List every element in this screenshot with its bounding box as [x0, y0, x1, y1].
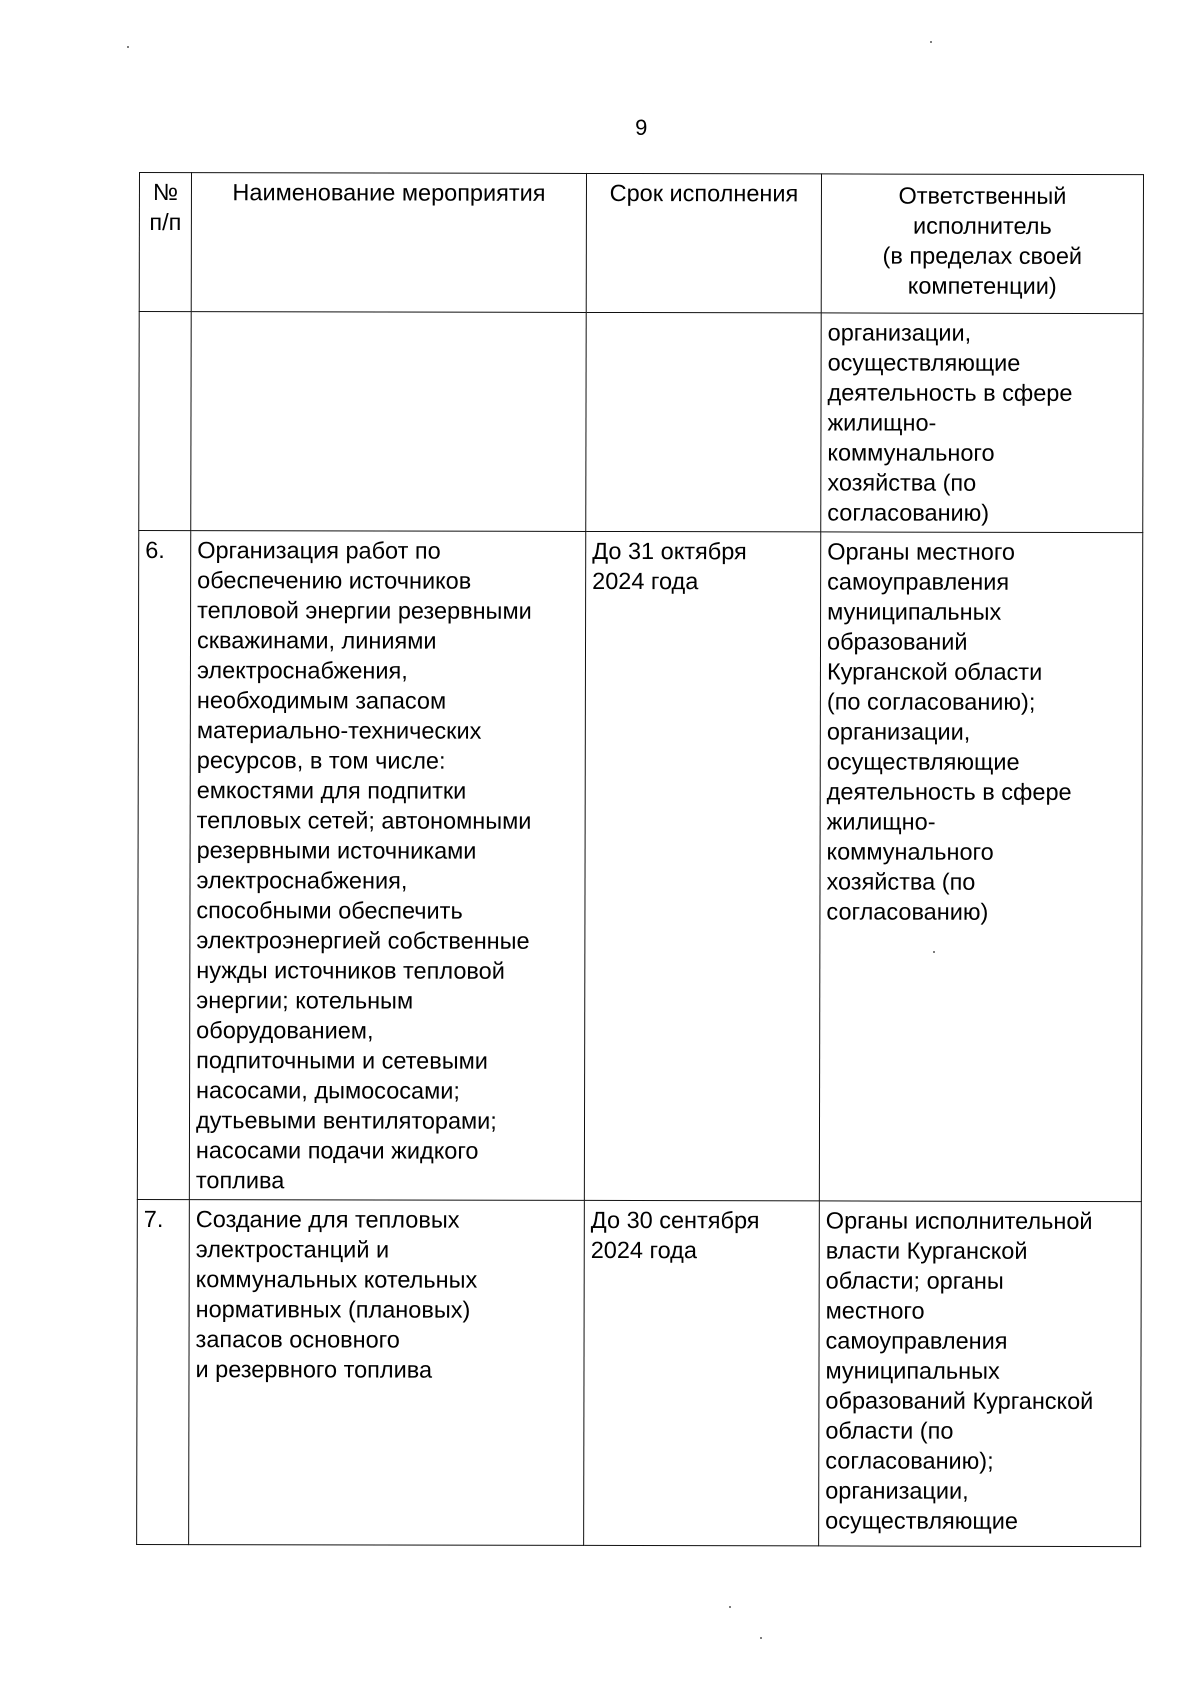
- row-name-cell: [191, 312, 586, 532]
- table-row: [139, 312, 1143, 533]
- row-num: [140, 312, 191, 320]
- row-deadline-cell: [584, 531, 820, 1200]
- row-num-cell: [137, 1199, 190, 1544]
- row-name: [192, 312, 586, 321]
- row-num: 6.: [145, 537, 165, 564]
- row-num-cell: [137, 531, 190, 1200]
- table-row: [137, 1199, 1142, 1546]
- row-responsible-cell: [821, 313, 1143, 533]
- row-responsible: организации, осуществляющие деятельность в сфере жилищно- коммунального хозяйства (по согласованию): [827, 319, 1073, 526]
- header-deadline-cell: [586, 173, 821, 312]
- row-name: Создание для тепловых электростанций и коммунальных котельных нормативных (плановых) запасов основного и резервного топлива: [195, 1206, 478, 1383]
- header-name: Наименование мероприятия: [232, 179, 546, 206]
- row-num-cell: [139, 312, 191, 531]
- header-num: № п/п: [149, 179, 182, 236]
- page-number: 9: [635, 115, 648, 140]
- scan-speck: [930, 41, 932, 43]
- row-name-cell: [189, 1200, 585, 1546]
- row-deadline: До 30 сентября 2024 года: [590, 1206, 760, 1264]
- measures-table: [136, 172, 1144, 1547]
- scan-speck: [760, 1637, 762, 1639]
- row-responsible: Органы исполнительной власти Курганской области; органы местного самоуправления муниципальных образований Курганской области (по согласованию); организации, осуществляющие: [825, 1207, 1094, 1534]
- table-row: [137, 531, 1142, 1202]
- row-responsible-cell: [819, 1201, 1142, 1547]
- row-name: Организация работ по обеспечению источников тепловой энергии резервными скважинами, линиями электроснабжения, необходимым запасом материально-технических ресурсов, в том числе: емкостями для подпитки тепловых сетей; автономными резервными источниками электроснабжения, способными обеспечить электроэнергией собственные нужды источников тепловой энергии; котельным оборудованием, подпиточными и сетевыми насосами, дымососами; дутьевыми вентиляторами; насосами подачи жидкого топлива: [195, 537, 532, 1194]
- header-deadline: Срок исполнения: [609, 179, 799, 207]
- table-header-row: [139, 173, 1143, 314]
- row-deadline-cell: [586, 312, 821, 531]
- row-deadline-cell: [584, 1200, 820, 1545]
- header-name-cell: [191, 173, 586, 313]
- scan-speck: [933, 951, 935, 953]
- header-num-cell: [139, 173, 191, 312]
- scan-speck: [729, 1606, 731, 1608]
- row-name-cell: [189, 531, 585, 1201]
- header-responsible-cell: [821, 174, 1143, 314]
- row-deadline: До 31 октября 2024 года: [592, 537, 747, 595]
- row-num: 7.: [143, 1206, 164, 1233]
- row-deadline: [587, 313, 821, 321]
- row-responsible-cell: [819, 532, 1142, 1202]
- header-responsible: Ответственный исполнитель (в пределах своей компетенции): [882, 182, 1083, 299]
- scan-speck: [127, 46, 129, 48]
- row-responsible: Органы местного самоуправления муниципальных образований Курганской области (по согласованию); организации, осуществляющие деятельность в сфере жилищно- коммунального хозяйства (по согласованию): [826, 538, 1072, 925]
